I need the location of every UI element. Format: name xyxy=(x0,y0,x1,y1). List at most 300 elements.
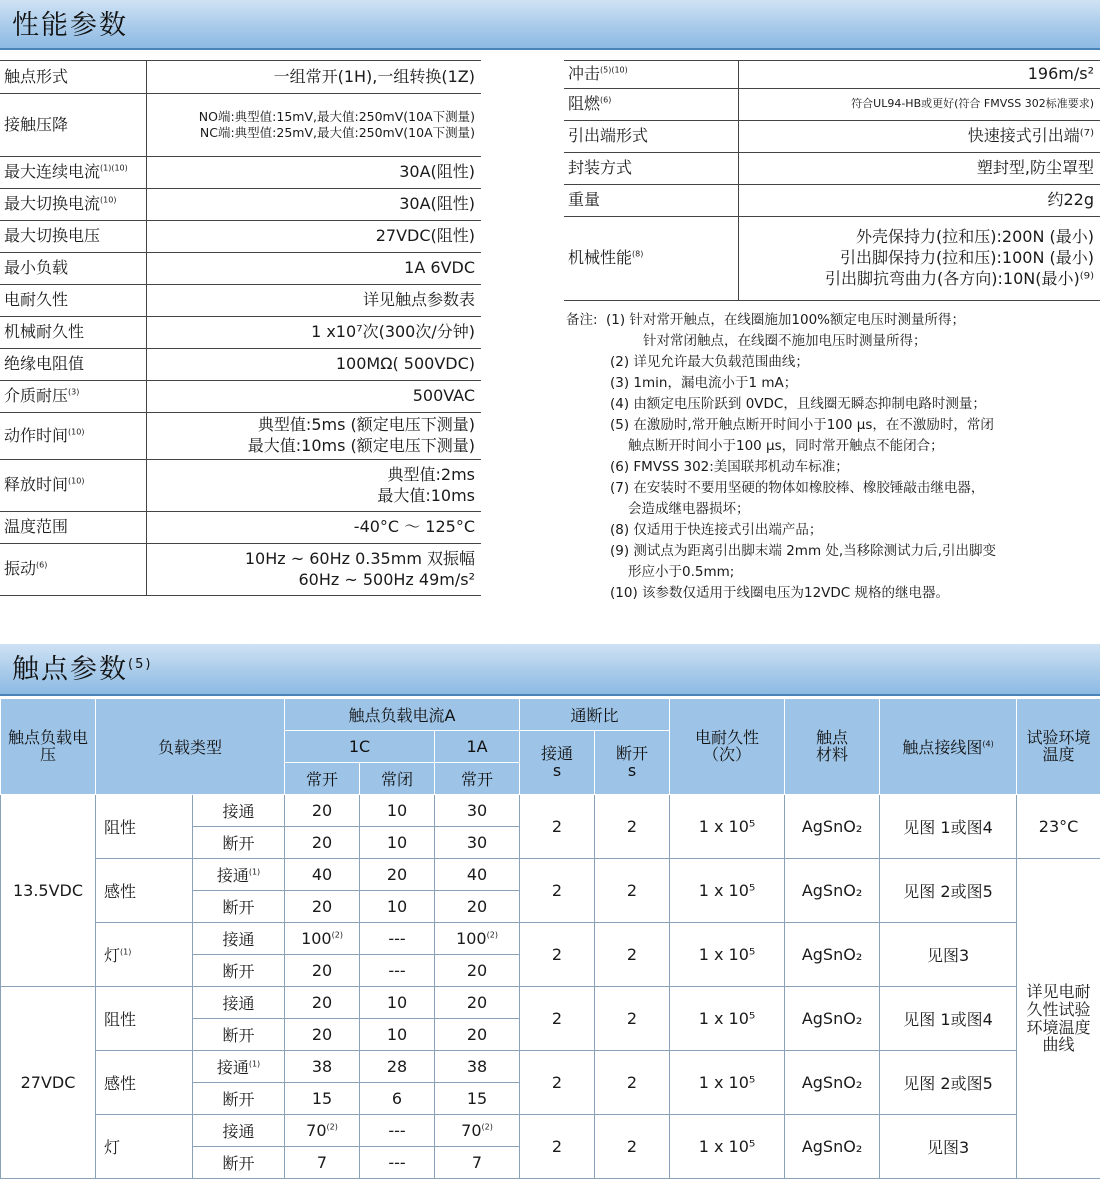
spec-row xyxy=(564,89,1100,121)
spec-value-cell xyxy=(146,413,481,460)
note-item: (2) 详见允许最大负载范围曲线； xyxy=(610,354,809,370)
spec-label: 最大切换电流 xyxy=(4,194,101,214)
spec-value: 1A 6VDC xyxy=(404,258,475,278)
current-value: 30 xyxy=(466,833,488,852)
current-1c-no xyxy=(285,1147,360,1179)
mode: 断开 xyxy=(222,898,255,917)
note-item: (5) 在激励时,常开触点断开时间小于100 μs，在不激励时，常闭 xyxy=(610,417,994,433)
current-1c-nc: 10 xyxy=(360,891,435,923)
mode: 接通 xyxy=(222,802,255,821)
spec-label-cell xyxy=(0,512,146,544)
spec-label-cell xyxy=(0,253,146,285)
spec-row xyxy=(0,381,481,413)
spec-label-cell xyxy=(0,413,146,460)
spec-value-cell xyxy=(146,317,481,349)
spec-value: 引出脚保持力(拉和压):100N (最小) xyxy=(840,248,1094,268)
spec-row xyxy=(0,512,481,544)
spec-value: 典型值:5ms (额定电压下测量) xyxy=(257,415,475,435)
spec-label: 触点形式 xyxy=(4,66,69,86)
spec-label: 温度范围 xyxy=(4,517,69,537)
current-1a-no xyxy=(435,827,520,859)
mode-cell xyxy=(193,955,285,987)
current-1c-no xyxy=(285,859,360,891)
current-1a-no xyxy=(435,1083,520,1115)
note-item: (1) 针对常开触点，在线圈施加100%额定电压时测量所得； xyxy=(606,312,966,328)
spec-row xyxy=(564,153,1100,185)
current-1a-no xyxy=(435,1147,520,1179)
current-value: 20 xyxy=(311,1025,333,1044)
current-sup: (2) xyxy=(481,1122,493,1132)
wiring-cell: 见图 2或图5 xyxy=(880,1051,1017,1115)
section-title: 触点参数 xyxy=(12,654,128,685)
wiring-cell: 见图3 xyxy=(880,923,1017,987)
spec-label-cell xyxy=(564,121,738,153)
header-ratio: 通断比 xyxy=(520,699,670,731)
mode-cell xyxy=(193,1083,285,1115)
notes-label: 备注: xyxy=(566,312,598,328)
spec-label-cell xyxy=(0,381,146,413)
note-item: (4) 由额定电压阶跃到 0VDC，且线圈无瞬态抑制电路时测量； xyxy=(610,396,986,412)
spec-value: 符合UL94-HB或更好(符合 FMVSS 302标准要求) xyxy=(851,97,1094,111)
mode-cell xyxy=(193,1019,285,1051)
spec-value: 500VAC xyxy=(412,386,475,406)
mode: 断开 xyxy=(222,1090,255,1109)
load-type-cell xyxy=(96,859,193,923)
spec-value: 60Hz ~ 500Hz 49m/s² xyxy=(298,569,475,589)
note-item: (10) 该参数仅适用于线圈电压为12VDC 规格的继电器。 xyxy=(610,585,950,601)
note-item: (8) 仅适用于快连接式引出端产品； xyxy=(610,522,823,538)
spec-value-cell xyxy=(146,285,481,317)
header-wiring-text: 触点接线图 xyxy=(902,738,983,757)
load-type-cell xyxy=(96,795,193,859)
spec-value-cell xyxy=(738,217,1100,301)
current-value: 20 xyxy=(466,897,488,916)
spec-value-cell xyxy=(146,94,481,157)
spec-value-cell xyxy=(146,349,481,381)
current-1a-no xyxy=(435,1051,520,1083)
mode: 断开 xyxy=(222,962,255,981)
load-type-cell xyxy=(96,987,193,1051)
spec-table-right xyxy=(564,60,1100,301)
spec-label-cell xyxy=(0,221,146,253)
spec-label-cell xyxy=(0,285,146,317)
header-1a: 1A xyxy=(435,731,520,763)
spec-label: 封装方式 xyxy=(568,158,633,178)
spec-value-cell xyxy=(146,221,481,253)
spec-value-cell xyxy=(146,189,481,221)
spec-label-cell xyxy=(564,89,738,121)
load-type: 灯 xyxy=(104,1138,121,1157)
header-off: 断开 xyxy=(616,743,649,763)
header-1c-nc: 常闭 xyxy=(360,763,435,795)
header-off-s xyxy=(595,731,670,795)
current-1c-no xyxy=(285,923,360,955)
spec-value: 196m/s² xyxy=(1027,64,1094,84)
spec-row xyxy=(0,253,481,285)
header-voltage: 触点负载电压 xyxy=(1,699,96,795)
current-value: 40 xyxy=(466,865,488,884)
current-value: 20 xyxy=(466,1025,488,1044)
current-1c-nc: 20 xyxy=(360,859,435,891)
note-item: (9) 测试点为距离引出脚末端 2mm 处,当移除测试力后,引出脚变 xyxy=(610,543,996,559)
ratio-on-cell: 2 xyxy=(520,987,595,1051)
section-title-sup: (5) xyxy=(128,657,153,672)
mode-cell xyxy=(193,891,285,923)
spec-row xyxy=(564,185,1100,217)
mode: 断开 xyxy=(222,1026,255,1045)
spec-row xyxy=(0,61,481,94)
spec-value-cell xyxy=(146,512,481,544)
current-1c-nc: 10 xyxy=(360,987,435,1019)
current-value: 7 xyxy=(316,1153,328,1172)
contact-parameters-table xyxy=(0,698,1100,1179)
spec-value: 1 x10⁷次(300次/分钟) xyxy=(311,322,475,342)
spec-row xyxy=(564,217,1100,301)
endurance-cell: 1 x 10⁵ xyxy=(670,987,785,1051)
spec-value-cell xyxy=(738,185,1100,217)
current-1a-no xyxy=(435,955,520,987)
current-1c-no xyxy=(285,955,360,987)
table-row xyxy=(1,1115,1100,1147)
mode-sup: (1) xyxy=(248,1059,261,1069)
spec-row xyxy=(0,285,481,317)
current-1a-no xyxy=(435,1115,520,1147)
table-row xyxy=(1,987,1100,1019)
spec-label: 最大切换电压 xyxy=(4,226,101,246)
spec-label-cell xyxy=(564,61,738,89)
current-1a-no xyxy=(435,987,520,1019)
current-1c-no xyxy=(285,1019,360,1051)
material-cell: AgSnO₂ xyxy=(785,795,880,859)
notes-line xyxy=(566,310,1100,331)
spec-value: 一组常开(1H),一组转换(1Z) xyxy=(273,66,475,86)
current-value: 20 xyxy=(466,961,488,980)
mode-cell xyxy=(193,1051,285,1083)
spec-label-cell xyxy=(0,544,146,596)
current-1c-nc: 6 xyxy=(360,1083,435,1115)
spec-value: -40°C ～ 125°C xyxy=(353,517,475,537)
mode-cell xyxy=(193,1115,285,1147)
spec-label: 最小负载 xyxy=(4,258,69,278)
spec-value: 典型值:2ms xyxy=(387,464,475,484)
spec-label: 介质耐压 xyxy=(4,386,69,406)
current-1c-nc: 28 xyxy=(360,1051,435,1083)
spec-label: 冲击 xyxy=(568,64,601,84)
spec-row xyxy=(0,189,481,221)
spec-value-cell xyxy=(146,460,481,512)
spec-value: 外壳保持力(拉和压):200N (最小) xyxy=(856,227,1094,247)
note-item: 会造成继电器损坏； xyxy=(628,501,750,517)
spec-label-sup: (1)(10) xyxy=(100,163,128,173)
spec-value-cell xyxy=(146,544,481,596)
header-wiring xyxy=(880,699,1017,795)
section-header-performance xyxy=(0,0,1100,50)
spec-label-sup: (10) xyxy=(100,195,117,205)
spec-label-sup: (5)(10) xyxy=(600,65,628,75)
spec-label: 引出端形式 xyxy=(568,126,649,146)
header-wiring-sup: (4) xyxy=(982,739,994,749)
env-temp-cell: 23°C xyxy=(1017,795,1100,859)
spec-label: 动作时间 xyxy=(4,425,69,445)
env-temp-cell: 详见电耐久性试验环境温度曲线 xyxy=(1017,859,1100,1179)
ratio-off-cell: 2 xyxy=(595,1115,670,1179)
spec-value-cell xyxy=(146,61,481,94)
load-type-cell xyxy=(96,1051,193,1115)
wiring-cell: 见图 1或图4 xyxy=(880,987,1017,1051)
mode-cell xyxy=(193,987,285,1019)
material-cell: AgSnO₂ xyxy=(785,987,880,1051)
spec-label-cell xyxy=(0,460,146,512)
section-header-contact xyxy=(0,644,1100,696)
ratio-off-cell: 2 xyxy=(595,859,670,923)
spec-label-cell xyxy=(564,185,738,217)
spec-label-sup: (10) xyxy=(68,427,85,437)
mode-cell xyxy=(193,827,285,859)
current-1a-no xyxy=(435,859,520,891)
spec-value-cell xyxy=(738,61,1100,89)
voltage-cell: 27VDC xyxy=(1,987,96,1179)
current-1c-nc: --- xyxy=(360,955,435,987)
current-1c-no xyxy=(285,891,360,923)
notes-block xyxy=(566,310,1100,604)
spec-value: 30A(阻性) xyxy=(399,162,475,182)
load-type: 感性 xyxy=(104,1074,137,1093)
load-type: 阻性 xyxy=(104,1010,137,1029)
spec-label: 接触压降 xyxy=(4,114,69,134)
ratio-on-cell: 2 xyxy=(520,859,595,923)
spec-label-cell xyxy=(0,317,146,349)
spec-label: 机械耐久性 xyxy=(4,322,85,342)
load-type-sup: (1) xyxy=(120,947,132,957)
mode-sup: (1) xyxy=(248,867,261,877)
header-on-unit: s xyxy=(552,760,562,780)
note-item: (6) FMVSS 302:美国联邦机动车标准； xyxy=(610,459,849,475)
spec-value: NO端:典型值:15mV,最大值:250mV(10A下测量) xyxy=(198,108,475,124)
spec-label-cell xyxy=(0,94,146,157)
spec-row xyxy=(0,94,481,157)
ratio-off-cell: 2 xyxy=(595,987,670,1051)
current-1c-no xyxy=(285,1115,360,1147)
current-value: 15 xyxy=(311,1089,333,1108)
current-1c-nc: 10 xyxy=(360,795,435,827)
load-type-cell xyxy=(96,1115,193,1179)
current-1c-no xyxy=(285,795,360,827)
table-row xyxy=(1,795,1100,827)
endurance-cell: 1 x 10⁵ xyxy=(670,1051,785,1115)
header-1c: 1C xyxy=(285,731,435,763)
spec-value: 10Hz ~ 60Hz 0.35mm 双振幅 xyxy=(244,548,475,568)
spec-label-cell xyxy=(0,189,146,221)
ratio-on-cell: 2 xyxy=(520,795,595,859)
spec-value-cell xyxy=(738,153,1100,185)
current-value: 20 xyxy=(466,993,488,1012)
current-1c-nc: --- xyxy=(360,1147,435,1179)
current-1c-nc: 10 xyxy=(360,827,435,859)
spec-row xyxy=(0,317,481,349)
load-type: 阻性 xyxy=(104,818,137,837)
spec-label-cell xyxy=(564,217,738,301)
current-sup: (2) xyxy=(486,930,498,940)
current-1c-nc: --- xyxy=(360,1115,435,1147)
spec-label-cell xyxy=(0,349,146,381)
header-env: 试验环境温度 xyxy=(1017,699,1100,795)
header-load-type: 负载类型 xyxy=(96,699,285,795)
spec-value: 100MΩ( 500VDC) xyxy=(335,354,475,374)
endurance-cell: 1 x 10⁵ xyxy=(670,1115,785,1179)
section-title: 性能参数 xyxy=(12,10,128,41)
spec-row xyxy=(0,413,481,460)
current-value: 38 xyxy=(311,1057,333,1076)
current-value: 20 xyxy=(311,801,333,820)
spec-value-cell xyxy=(146,381,481,413)
header-current: 触点负载电流A xyxy=(285,699,520,731)
spec-label-cell xyxy=(564,153,738,185)
spec-label: 最大连续电流 xyxy=(4,162,101,182)
wiring-cell: 见图 2或图5 xyxy=(880,859,1017,923)
current-value: 20 xyxy=(311,833,333,852)
spec-row xyxy=(0,544,481,596)
spec-label: 绝缘电阻值 xyxy=(4,354,85,374)
current-1c-no xyxy=(285,1083,360,1115)
wiring-cell: 见图 1或图4 xyxy=(880,795,1017,859)
current-value: 100 xyxy=(301,929,332,948)
current-1a-no xyxy=(435,1019,520,1051)
spec-value: NC端:典型值:25mV,最大值:250mV(10A下测量) xyxy=(199,125,475,140)
current-value: 70 xyxy=(461,1121,482,1140)
spec-label: 振动 xyxy=(4,559,37,579)
current-sup: (2) xyxy=(326,1122,338,1132)
spec-label: 释放时间 xyxy=(4,475,69,495)
mode: 断开 xyxy=(222,1154,255,1173)
current-value: 40 xyxy=(311,865,333,884)
mode-cell xyxy=(193,923,285,955)
spec-label-cell xyxy=(0,157,146,189)
table-row xyxy=(1,1051,1100,1083)
current-1c-no xyxy=(285,1051,360,1083)
spec-value-cell xyxy=(146,157,481,189)
ratio-off-cell: 2 xyxy=(595,923,670,987)
spec-value: 27VDC(阻性) xyxy=(375,226,475,246)
current-1c-nc: 10 xyxy=(360,1019,435,1051)
spec-value-cell xyxy=(146,253,481,285)
current-value: 15 xyxy=(466,1089,488,1108)
table-row xyxy=(1,859,1100,891)
spec-value: 塑封型,防尘罩型 xyxy=(976,158,1094,178)
spec-label-sup: (6) xyxy=(600,95,612,105)
spec-value: 最大值:10ms xyxy=(377,485,475,505)
spec-label: 机械性能 xyxy=(568,248,633,268)
spec-label-sup: (6) xyxy=(36,560,48,570)
current-value: 20 xyxy=(311,897,333,916)
spec-row xyxy=(0,349,481,381)
spec-label-cell xyxy=(0,61,146,94)
spec-value: 30A(阻性) xyxy=(399,194,475,214)
endurance-cell: 1 x 10⁵ xyxy=(670,859,785,923)
load-type: 感性 xyxy=(104,882,137,901)
endurance-cell: 1 x 10⁵ xyxy=(670,923,785,987)
spec-row xyxy=(0,221,481,253)
header-1a-no: 常开 xyxy=(435,763,520,795)
mode-cell xyxy=(193,859,285,891)
current-1c-nc: --- xyxy=(360,923,435,955)
spec-value-cell xyxy=(738,121,1100,153)
mode-cell xyxy=(193,795,285,827)
current-1c-no xyxy=(285,987,360,1019)
mode: 接通 xyxy=(222,1122,255,1141)
ratio-on-cell: 2 xyxy=(520,1051,595,1115)
mode: 接通 xyxy=(222,994,255,1013)
load-type: 灯 xyxy=(104,946,121,965)
mode: 断开 xyxy=(222,834,255,853)
current-value: 100 xyxy=(456,929,487,948)
spec-label-sup: (10) xyxy=(68,476,85,486)
note-item: (7) 在安装时不要用坚硬的物体如橡胶棒、橡胶锤敲击继电器， xyxy=(610,480,985,496)
wiring-cell: 见图3 xyxy=(880,1115,1017,1179)
ratio-off-cell: 2 xyxy=(595,1051,670,1115)
spec-label: 重量 xyxy=(568,190,601,210)
spec-label-sup: (8) xyxy=(632,249,644,259)
current-value: 20 xyxy=(311,961,333,980)
header-1c-no: 常开 xyxy=(285,763,360,795)
header-material: 触点材料 xyxy=(785,699,880,795)
spec-value-cell xyxy=(738,89,1100,121)
spec-row xyxy=(564,121,1100,153)
spec-row xyxy=(0,157,481,189)
voltage-cell: 13.5VDC xyxy=(1,795,96,987)
material-cell: AgSnO₂ xyxy=(785,859,880,923)
current-1a-no xyxy=(435,891,520,923)
note-item: 针对常闭触点，在线圈不施加电压时测量所得； xyxy=(643,333,927,349)
note-item: 形应小于0.5mm; xyxy=(628,564,735,580)
endurance-cell: 1 x 10⁵ xyxy=(670,795,785,859)
current-value: 70 xyxy=(306,1121,327,1140)
current-value: 38 xyxy=(466,1057,488,1076)
spec-table-left xyxy=(0,60,481,596)
spec-value: 约22g xyxy=(1047,190,1094,210)
spec-label-sup: (3) xyxy=(68,387,80,397)
header-off-unit: s xyxy=(627,760,637,780)
current-1c-no xyxy=(285,827,360,859)
mode: 接通 xyxy=(216,1058,249,1077)
header-on-s xyxy=(520,731,595,795)
current-sup: (2) xyxy=(331,930,343,940)
material-cell: AgSnO₂ xyxy=(785,923,880,987)
spec-row xyxy=(0,460,481,512)
ratio-on-cell: 2 xyxy=(520,1115,595,1179)
spec-label: 阻燃 xyxy=(568,94,601,114)
note-item: 触点断开时间小于100 μs，同时常开触点不能闭合； xyxy=(628,438,944,454)
current-1a-no xyxy=(435,923,520,955)
header-on: 接通 xyxy=(541,743,574,763)
spec-label: 电耐久性 xyxy=(4,290,69,310)
current-value: 30 xyxy=(466,801,488,820)
mode: 接通 xyxy=(216,866,249,885)
header-endurance: 电耐久性（次） xyxy=(670,699,785,795)
current-value: 7 xyxy=(471,1153,483,1172)
spec-value: 引出脚抗弯曲力(各方向):10N(最小)⁽⁹⁾ xyxy=(825,268,1094,288)
table-row xyxy=(1,923,1100,955)
ratio-on-cell: 2 xyxy=(520,923,595,987)
load-type-cell xyxy=(96,923,193,987)
mode: 接通 xyxy=(222,930,255,949)
material-cell: AgSnO₂ xyxy=(785,1051,880,1115)
mode-cell xyxy=(193,1147,285,1179)
spec-value: 详见触点参数表 xyxy=(362,290,475,310)
spec-value: 快速接式引出端⁽⁷⁾ xyxy=(967,126,1094,146)
material-cell: AgSnO₂ xyxy=(785,1115,880,1179)
current-value: 20 xyxy=(311,993,333,1012)
current-1a-no xyxy=(435,795,520,827)
